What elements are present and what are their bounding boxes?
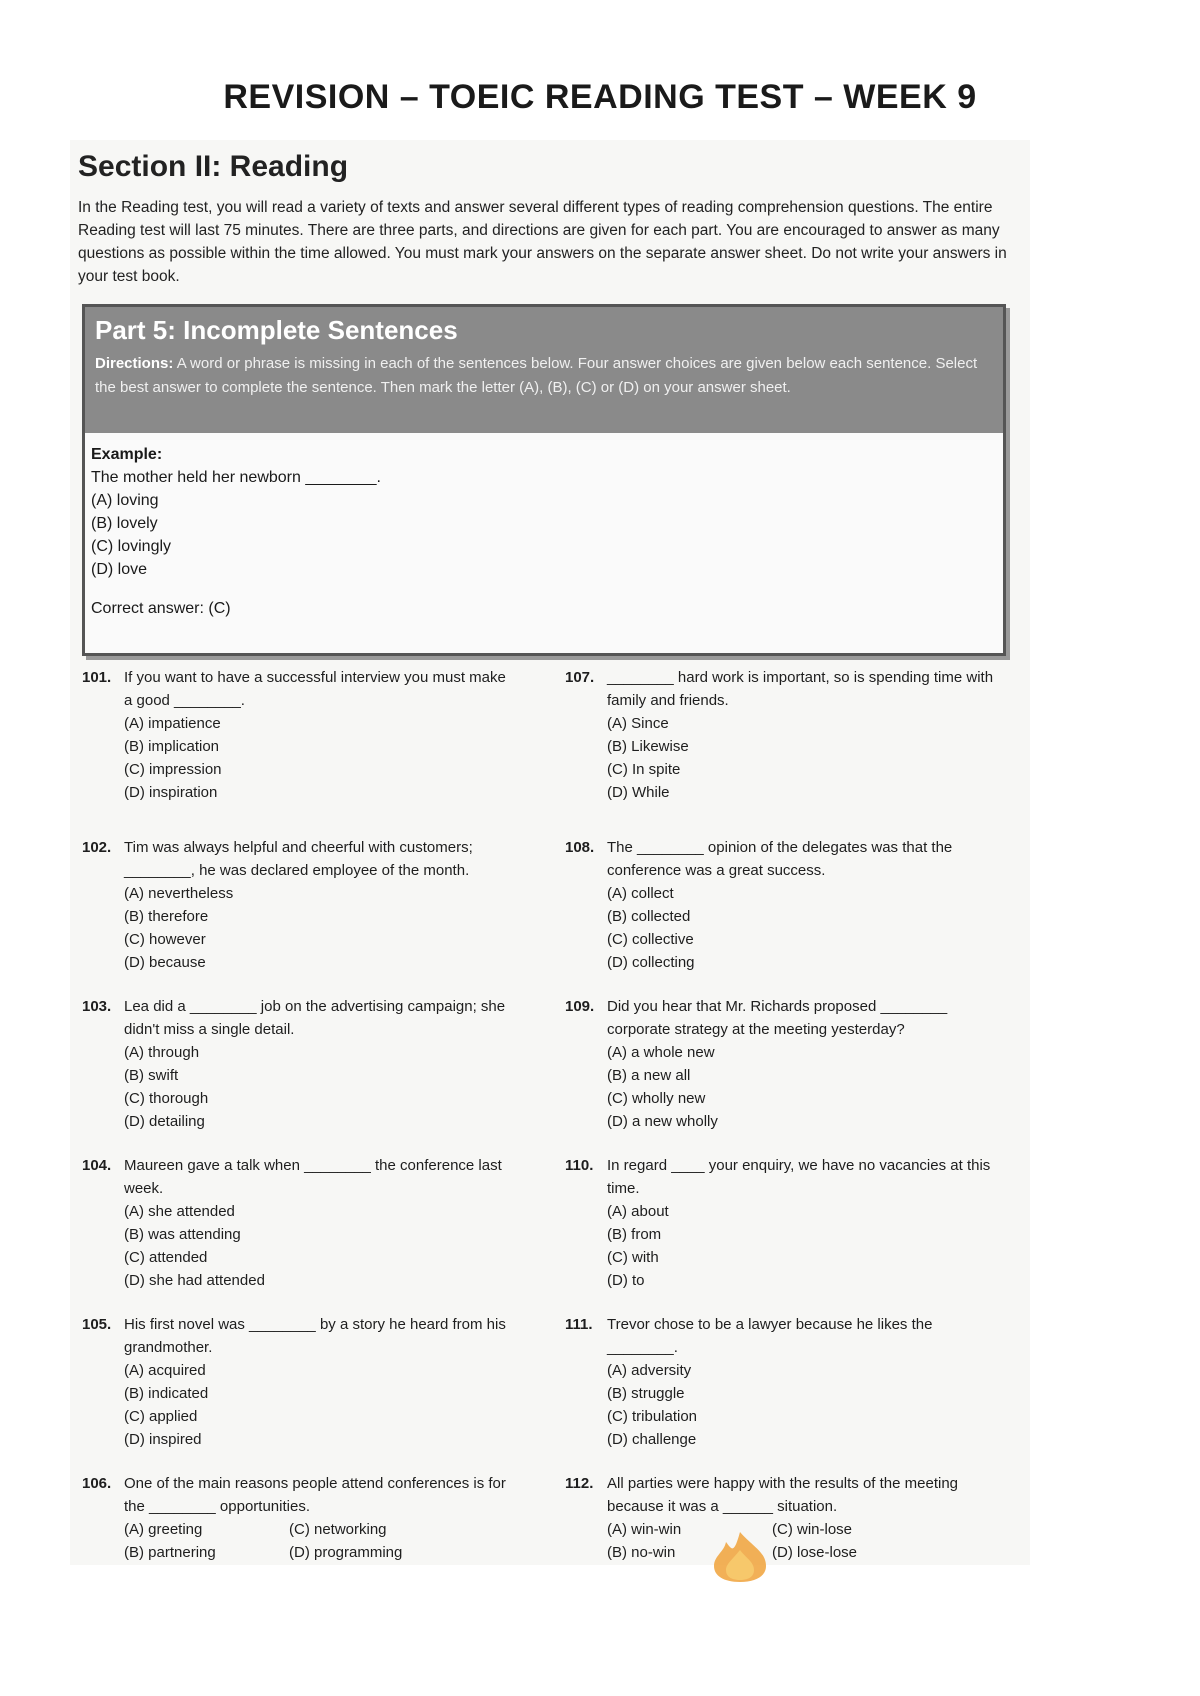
question-108 [565, 836, 995, 974]
section-intro: In the Reading test, you will read a variety of texts and answer several different types of reading comprehension questions. The entire Reading test will last 75 minutes. There are three parts, and directions are given for each part. You are encouraged to answer as many questions as possible within the time allowed. You must mark your answers on the separate answer sheet. Do not write your answers in your test book. [78, 199, 1007, 285]
question-stem: If you want to have a successful interview you must make a good ________. [124, 669, 506, 709]
example-option: (C) lovingly [91, 538, 172, 555]
example-stem: The mother held her newborn ________. [91, 469, 381, 486]
question-112 [565, 1472, 995, 1564]
option: (A) Since [607, 715, 669, 732]
question-stem: Maureen gave a talk when ________ the conference last week. [124, 1157, 502, 1197]
question-111 [565, 1313, 995, 1451]
question-number: 112. [565, 1475, 594, 1492]
option: (A) through [124, 1044, 200, 1061]
option: (C) collective [607, 931, 694, 948]
options-grid [607, 1518, 995, 1564]
question-stem: Trevor chose to be a lawyer because he likes the ________. [607, 1316, 933, 1356]
section-heading: Section II: Reading [78, 150, 349, 183]
option: (D) collecting [607, 954, 695, 971]
question-109 [565, 995, 995, 1133]
option: (D) detailing [124, 1113, 205, 1130]
question-number: 102. [82, 839, 112, 856]
option: (D) challenge [607, 1431, 697, 1448]
option: (D) a new wholly [607, 1113, 718, 1130]
option: (B) therefore [124, 908, 209, 925]
question-stem: ________ hard work is important, so is spending time with family and friends. [607, 669, 994, 709]
example-answer: Correct answer: (C) [91, 600, 231, 617]
question-number: 109. [565, 998, 595, 1015]
question-number: 106. [82, 1475, 112, 1492]
option: (D) While [607, 784, 670, 801]
part-5-box [82, 304, 1006, 656]
option: (B) swift [124, 1067, 179, 1084]
question-106 [82, 1472, 512, 1564]
option: (B) implication [124, 738, 220, 755]
directions-label: Directions: [95, 355, 174, 372]
option: (B) Likewise [607, 738, 689, 755]
question-number: 104. [82, 1157, 112, 1174]
question-101 [82, 666, 512, 804]
question-stem: In regard ____ your enquiry, we have no vacancies at this time. [607, 1157, 991, 1197]
question-number: 108. [565, 839, 595, 856]
option: (C) applied [124, 1408, 198, 1425]
option: (A) collect [607, 885, 674, 902]
option: (B) collected [607, 908, 691, 925]
option: (A) a whole new [607, 1044, 715, 1061]
option: (A) win-win [607, 1521, 682, 1538]
question-number: 103. [82, 998, 112, 1015]
example-option: (A) loving [91, 492, 159, 509]
document-title: REVISION – TOEIC READING TEST – WEEK 9 [223, 78, 977, 116]
flame-logo-icon [700, 1530, 780, 1582]
question-103 [82, 995, 512, 1133]
option: (C) thorough [124, 1090, 209, 1107]
question-105 [82, 1313, 512, 1451]
example-block [85, 433, 1003, 630]
option: (C) attended [124, 1249, 208, 1266]
question-number: 107. [565, 669, 595, 686]
option: (C) wholly new [607, 1090, 706, 1107]
example-label: Example: [91, 446, 163, 463]
question-110 [565, 1154, 995, 1292]
question-104 [82, 1154, 512, 1292]
option: (C) impression [124, 761, 222, 778]
options-grid [124, 1518, 512, 1564]
option: (B) no-win [607, 1544, 676, 1561]
part-title: Part 5: Incomplete Sentences [95, 315, 458, 345]
option: (C) win-lose [772, 1521, 853, 1538]
option: (C) In spite [607, 761, 681, 778]
option: (A) about [607, 1203, 669, 1220]
option: (B) a new all [607, 1067, 691, 1084]
question-number: 111. [565, 1316, 593, 1333]
question-stem: Lea did a ________ job on the advertising campaign; she didn't miss a single detail. [124, 998, 506, 1038]
option: (C) with [607, 1249, 659, 1266]
question-stem: One of the main reasons people attend conferences is for the ________ opportunities. [124, 1475, 506, 1515]
option: (B) was attending [124, 1226, 241, 1243]
option: (A) nevertheless [124, 885, 234, 902]
question-stem: His first novel was ________ by a story he heard from his grandmother. [124, 1316, 506, 1356]
option: (A) she attended [124, 1203, 235, 1220]
option: (A) adversity [607, 1362, 692, 1379]
option: (D) lose-lose [772, 1544, 858, 1561]
question-stem: Tim was always helpful and cheerful with customers; ________, he was declared employee of the month. [124, 839, 473, 879]
option: (D) because [124, 954, 206, 971]
option: (A) greeting [124, 1521, 203, 1538]
option: (B) indicated [124, 1385, 209, 1402]
example-option: (B) lovely [91, 515, 158, 532]
option: (B) partnering [124, 1544, 216, 1561]
option: (A) impatience [124, 715, 221, 732]
directions-text: A word or phrase is missing in each of the sentences below. Four answer choices are given below each sentence. Select the best answer to complete the sentence. Then mark the letter (A), (B), (C) or (D) on your answer sheet. [95, 355, 978, 396]
option: (D) inspiration [124, 784, 218, 801]
option: (D) to [607, 1272, 645, 1289]
directions [95, 352, 993, 400]
question-number: 101. [82, 669, 112, 686]
example-option: (D) love [91, 561, 148, 578]
option: (B) from [607, 1226, 662, 1243]
option: (C) tribulation [607, 1408, 698, 1425]
option: (D) inspired [124, 1431, 202, 1448]
option: (C) networking [289, 1521, 387, 1538]
part-header [85, 307, 1003, 433]
option: (D) programming [289, 1544, 403, 1561]
question-102 [82, 836, 512, 974]
question-stem: All parties were happy with the results of the meeting because it was a ______ situation. [607, 1475, 959, 1515]
option: (B) struggle [607, 1385, 685, 1402]
question-stem: The ________ opinion of the delegates was that the conference was a great success. [607, 839, 953, 879]
option: (C) however [124, 931, 206, 948]
question-number: 110. [565, 1157, 594, 1174]
question-stem: Did you hear that Mr. Richards proposed ________ corporate strategy at the meeting yesterday? [607, 998, 948, 1038]
option: (D) she had attended [124, 1272, 265, 1289]
question-107 [565, 666, 995, 804]
option: (A) acquired [124, 1362, 206, 1379]
question-number: 105. [82, 1316, 112, 1333]
